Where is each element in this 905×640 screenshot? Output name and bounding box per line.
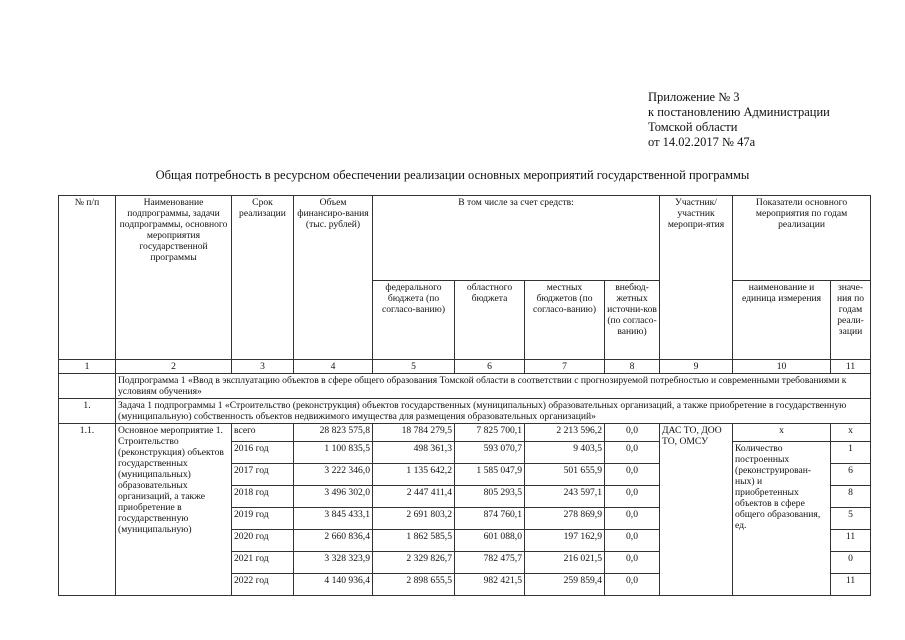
column-number: 10: [733, 360, 831, 374]
row-volume: 4 140 936,4: [294, 574, 373, 596]
row-volume: 3 328 323,9: [294, 552, 373, 574]
appendix-line: Приложение № 3: [648, 90, 740, 104]
column-number: 2: [116, 360, 232, 374]
row-volume: 3 845 433,1: [294, 508, 373, 530]
activity-name: Основное мероприятие 1. Строительство (реконструкция) объектов государственных (муниципальных) образовательных организаций, а также приобретение в государственную (муниципальную): [116, 424, 232, 596]
header-num: № п/п: [59, 196, 116, 360]
row-indicator-value: 0: [831, 552, 871, 574]
row-term: 2022 год: [232, 574, 294, 596]
row-indicator-value: 5: [831, 508, 871, 530]
column-number: 4: [294, 360, 373, 374]
row-volume: 28 823 575,8: [294, 424, 373, 442]
row-regional: 782 475,7: [455, 552, 525, 574]
row-offbudget: 0,0: [605, 508, 660, 530]
row-term: 2017 год: [232, 464, 294, 486]
activity-participant: ДАС ТО, ДОО ТО, ОМСУ: [660, 424, 733, 596]
row-term: 2020 год: [232, 530, 294, 552]
row-local: 216 021,5: [525, 552, 605, 574]
row-offbudget: 0,0: [605, 442, 660, 464]
row-regional: 874 760,1: [455, 508, 525, 530]
row-volume: 1 100 835,5: [294, 442, 373, 464]
row-indicator-value: 11: [831, 574, 871, 596]
header-regional: областного бюджета: [455, 281, 525, 360]
appendix-line: к постановлению Администрации: [648, 105, 830, 119]
header-sources: В том числе за счет средств:: [373, 196, 660, 281]
header-indicator-value: значе-ния по годам реали-зации: [831, 281, 871, 360]
appendix-line: Томской области: [648, 120, 738, 134]
row-local: 9 403,5: [525, 442, 605, 464]
column-number: 11: [831, 360, 871, 374]
row-regional: 7 825 700,1: [455, 424, 525, 442]
header-indicators: Показатели основного мероприятия по годам реализации: [733, 196, 871, 281]
row-indicator-value: х: [831, 424, 871, 442]
row-term: 2018 год: [232, 486, 294, 508]
header-name: Наименование подпрограммы, задачи подпрограммы, основного мероприятия государственной программы: [116, 196, 232, 360]
subprogram-num: [59, 374, 116, 399]
row-local: 197 162,9: [525, 530, 605, 552]
row-federal: 2 691 803,2: [373, 508, 455, 530]
row-federal: 498 361,3: [373, 442, 455, 464]
row-offbudget: 0,0: [605, 486, 660, 508]
header-indicator-name: наименование и единица измерения: [733, 281, 831, 360]
row-regional: 805 293,5: [455, 486, 525, 508]
column-number: 3: [232, 360, 294, 374]
appendix-date: от 14.02.2017 № 47а: [648, 135, 756, 149]
row-volume: 2 660 836,4: [294, 530, 373, 552]
row-term: 2019 год: [232, 508, 294, 530]
row-term: 2021 год: [232, 552, 294, 574]
row-federal: 1 862 585,5: [373, 530, 455, 552]
column-number: 1: [59, 360, 116, 374]
column-number: 5: [373, 360, 455, 374]
row-offbudget: 0,0: [605, 574, 660, 596]
row-offbudget: 0,0: [605, 464, 660, 486]
column-number: 7: [525, 360, 605, 374]
activity-indicator: Количество построенных (реконструирован-ных) и приобретенных объектов в сфере общего образования, ед.: [733, 442, 831, 596]
row-regional: 982 421,5: [455, 574, 525, 596]
row-offbudget: 0,0: [605, 424, 660, 442]
row-term: 2016 год: [232, 442, 294, 464]
resource-table: [58, 195, 871, 596]
row-local: 278 869,9: [525, 508, 605, 530]
task-num: 1.: [59, 399, 116, 424]
row-federal: 2 329 826,7: [373, 552, 455, 574]
row-federal: 1 135 642,2: [373, 464, 455, 486]
row-offbudget: 0,0: [605, 552, 660, 574]
row-indicator-value: 8: [831, 486, 871, 508]
row-federal: 2 447 411,4: [373, 486, 455, 508]
task-row: Задача 1 подпрограммы 1 «Строительство (реконструкция) объектов государственных (муниципальных) образовательных организаций, а также приобретение в государственную (муниципальную) собственность объектов недвижимого имущества для размещения образовательных организаций»: [116, 399, 871, 424]
header-term: Срок реализации: [232, 196, 294, 360]
row-volume: 3 222 346,0: [294, 464, 373, 486]
header-volume: Объем финансиро-вания (тыс. рублей): [294, 196, 373, 360]
activity-num: 1.1.: [59, 424, 116, 596]
header-local: местных бюджетов (по согласо-ванию): [525, 281, 605, 360]
row-term: всего: [232, 424, 294, 442]
row-indicator-value: 6: [831, 464, 871, 486]
row-indicator-value: 1: [831, 442, 871, 464]
row-local: 259 859,4: [525, 574, 605, 596]
subprogram-row: Подпрограмма 1 «Ввод в эксплуатацию объектов в сфере общего образования Томской области в соответствии с прогнозируемой потребностью и современными требованиями к условиям обучения»: [116, 374, 871, 399]
column-number: 9: [660, 360, 733, 374]
row-indicator-name: х: [733, 424, 831, 442]
header-federal: федерального бюджета (по согласо-ванию): [373, 281, 455, 360]
header-participant: Участник/ участник меропри-ятия: [660, 196, 733, 360]
document-title: Общая потребность в ресурсном обеспечении реализации основных мероприятий государственной программы: [155, 168, 750, 182]
column-number: 6: [455, 360, 525, 374]
row-local: 243 597,1: [525, 486, 605, 508]
row-federal: 2 898 655,5: [373, 574, 455, 596]
row-federal: 18 784 279,5: [373, 424, 455, 442]
row-regional: 1 585 047,9: [455, 464, 525, 486]
row-local: 501 655,9: [525, 464, 605, 486]
row-regional: 601 088,0: [455, 530, 525, 552]
row-local: 2 213 596,2: [525, 424, 605, 442]
header-offbudget: внебюд-жетных источни-ков (по согласо-ванию): [605, 281, 660, 360]
appendix-block: [648, 90, 830, 150]
row-volume: 3 496 302,0: [294, 486, 373, 508]
row-indicator-value: 11: [831, 530, 871, 552]
column-number: 8: [605, 360, 660, 374]
row-regional: 593 070,7: [455, 442, 525, 464]
row-offbudget: 0,0: [605, 530, 660, 552]
